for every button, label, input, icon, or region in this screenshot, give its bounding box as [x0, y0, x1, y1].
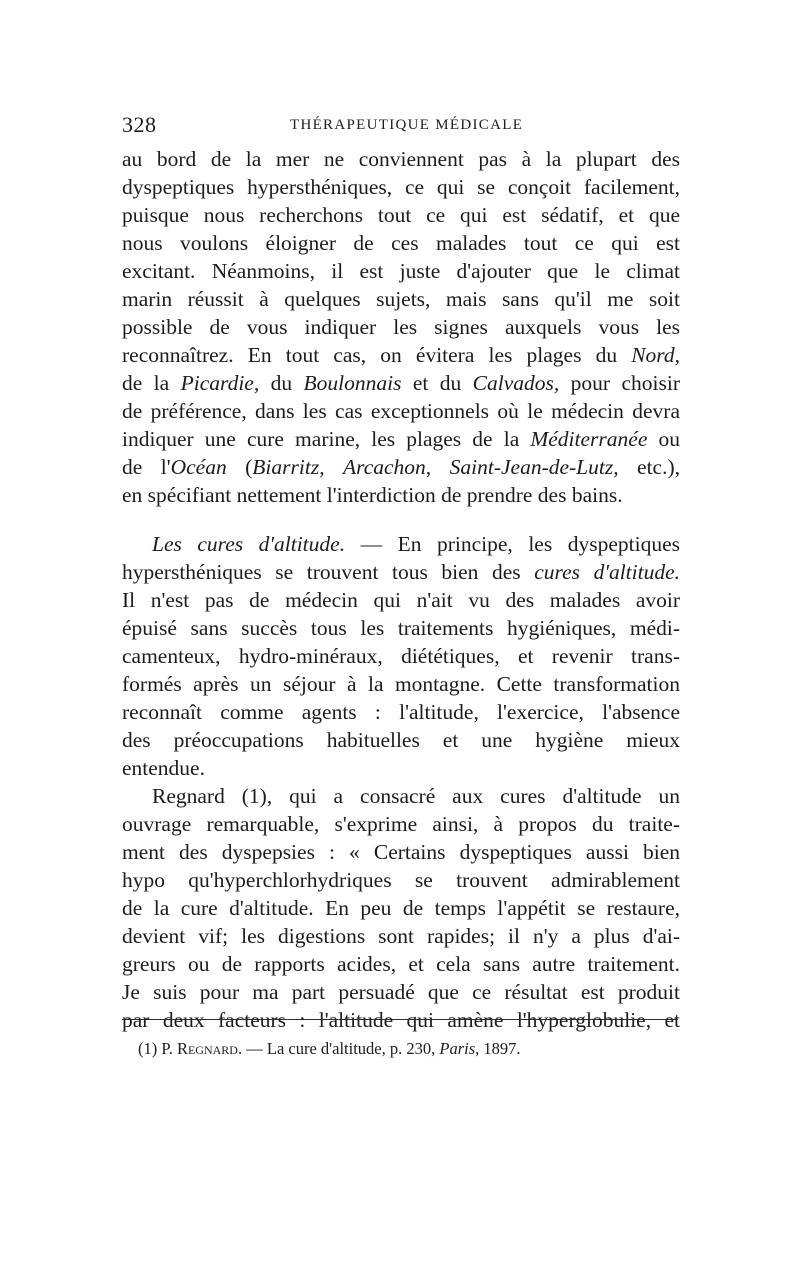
text-run — [325, 455, 343, 479]
text-line: hypo qu'hyperchlorhydriques se trouvent admirablement — [122, 868, 680, 892]
italic-place-name: Nord, — [631, 343, 680, 367]
text-line: entendue. — [122, 756, 205, 780]
text-run: reconnaîtrez. En tout cas, on évitera les plages du — [122, 343, 632, 367]
text-run: de la — [122, 371, 181, 395]
italic-place-name: Biarritz, — [252, 455, 325, 479]
text-run: ou — [647, 427, 680, 451]
italic-place-name: Boulonnais — [303, 371, 402, 395]
text-run: hypersthéniques se trouvent tous bien des — [122, 560, 535, 584]
text-line: de préférence, dans les cas exceptionnels où le médecin devra — [122, 399, 680, 423]
text-line: dyspeptiques hypersthéniques, ce qui se conçoit facilement, — [122, 175, 680, 199]
text-line: ouvrage remarquable, s'exprime ainsi, à propos du traite- — [122, 812, 680, 836]
footnote — [138, 1039, 521, 1059]
text-line — [122, 425, 680, 453]
text-line: reconnaît comme agents : l'altitude, l'exercice, l'absence — [122, 700, 680, 724]
text-line — [122, 341, 680, 369]
text-line: marin réussit à quelques sujets, mais sans qu'il me soit — [122, 287, 680, 311]
text-line: possible de vous indiquer les signes auxquels vous les — [122, 315, 680, 339]
italic-place-name: Calvados, — [472, 371, 560, 395]
text-line: des préoccupations habituelles et une hygiène mieux — [122, 728, 680, 752]
text-run: — En principe, les dyspeptiques — [345, 532, 680, 556]
text-run: pour choisir — [559, 371, 680, 395]
text-line: formés après un séjour à la montagne. Cette transformation — [122, 672, 680, 696]
section-heading-italic: Les cures d'altitude. — [152, 532, 346, 556]
text-line: épuisé sans succès tous les traitements hygiéniques, médi- — [122, 616, 680, 640]
footnote-marker: (1) P. — [138, 1039, 177, 1058]
text-line: devient vif; les digestions sont rapides; il n'y a plus d'ai- — [122, 924, 680, 948]
italic-place-name: Saint-Jean-de-Lutz, — [449, 455, 619, 479]
text-line — [122, 530, 680, 558]
text-line: Je suis pour ma part persuadé que ce résultat est produit — [122, 980, 680, 1004]
text-line: camenteux, hydro-minéraux, diététiques, et revenir trans- — [122, 644, 680, 668]
footnote-place: Paris — [439, 1039, 476, 1058]
paragraph-gap — [122, 509, 680, 530]
italic-place-name: Océan — [170, 455, 227, 479]
text-run: et du — [401, 371, 473, 395]
running-title: THÉRAPEUTIQUE MÉDICALE — [290, 117, 524, 133]
running-head — [122, 112, 682, 142]
text-line: Il n'est pas de médecin qui n'ait vu des malades avoir — [122, 588, 680, 612]
text-run — [431, 455, 449, 479]
text-line: en spécifiant nettement l'interdiction de prendre des bains. — [122, 483, 623, 507]
footnote-citation: . — La cure d'altitude, p. 230, — [237, 1039, 440, 1058]
text-line: au bord de la mer ne conviennent pas à la plupart des — [122, 147, 680, 171]
footnote-year: , 1897. — [475, 1039, 521, 1058]
italic-place-name: Arcachon, — [343, 455, 432, 479]
text-line: nous voulons éloigner de ces malades tout ce qui est — [122, 231, 680, 255]
text-line: ment des dyspepsies : « Certains dyspeptiques aussi bien — [122, 840, 680, 864]
text-run: de l' — [122, 455, 171, 479]
italic-place-name: Picardie, — [180, 371, 260, 395]
text-line: par deux facteurs : l'altitude qui amène l'hyperglobulie, et — [122, 1008, 680, 1032]
text-line: Regnard (1), qui a consacré aux cures d'altitude un — [152, 784, 680, 808]
text-line — [122, 453, 680, 481]
text-line: puisque nous recherchons tout ce qui est sédatif, et que — [122, 203, 680, 227]
text-run: indiquer une cure marine, les plages de la — [122, 427, 531, 451]
footnote-author: Regnard — [176, 1039, 238, 1058]
text-run: du — [259, 371, 304, 395]
text-line: de la cure d'altitude. En peu de temps l'appétit se restaure, — [122, 896, 680, 920]
text-line: greurs ou de rapports acides, et cela sans autre traitement. — [122, 952, 680, 976]
text-line — [122, 369, 680, 397]
footnote-divider — [122, 1019, 678, 1020]
italic-place-name: Méditerranée — [530, 427, 648, 451]
text-run: ( — [226, 455, 253, 479]
text-line: excitant. Néanmoins, il est juste d'ajouter que le climat — [122, 259, 680, 283]
italic-term: cures d'altitude. — [534, 560, 681, 584]
page-number: 328 — [122, 112, 157, 137]
text-run: etc.), — [618, 455, 681, 479]
body-text — [122, 145, 680, 1034]
text-line — [122, 558, 680, 586]
